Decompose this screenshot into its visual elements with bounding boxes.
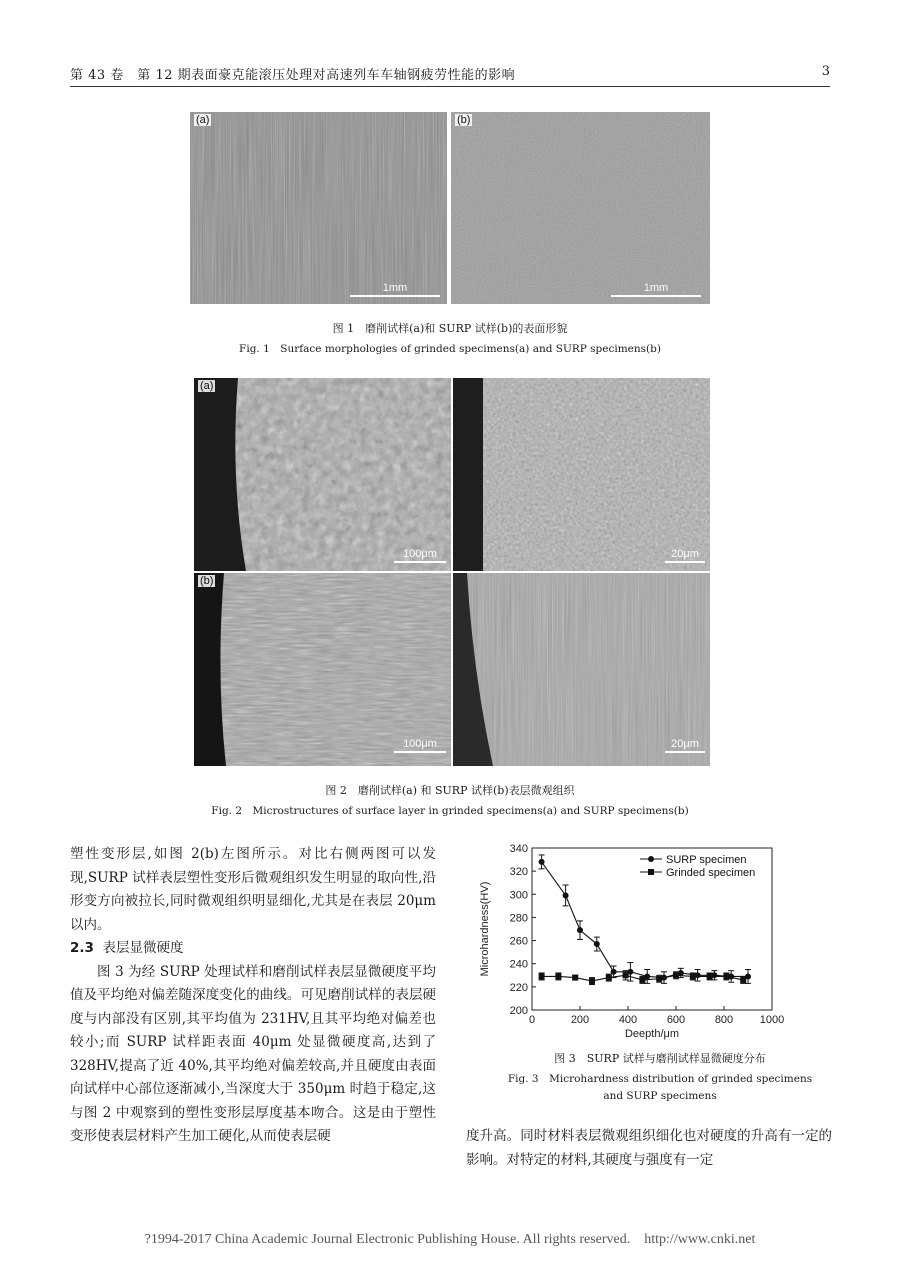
legend-marker: [648, 869, 654, 875]
legend-marker: [648, 856, 654, 862]
data-point: [690, 973, 696, 979]
fig1-scalebar-a: [350, 282, 440, 297]
fig2-photo-a-right: [453, 378, 710, 571]
fig1-photo-a: [190, 112, 447, 304]
fig1-texture-a: [190, 112, 447, 304]
fig2-texture-a-right: [453, 378, 710, 571]
section-heading: [70, 937, 436, 961]
fig1-panel-b-label: (b): [457, 114, 471, 126]
data-point: [707, 973, 713, 979]
section-title: 表层显微硬度: [102, 940, 184, 956]
data-point: [740, 977, 746, 983]
x-tick-label: 800: [714, 1014, 734, 1026]
legend-label: SURP specimen: [666, 854, 747, 866]
body-right-column: [466, 1125, 832, 1172]
fig2-scale-b-right-text: 20μm: [671, 738, 699, 750]
fig2-scalebar-b-right: [665, 738, 705, 753]
data-point: [539, 859, 545, 865]
x-tick-label: 200: [570, 1014, 590, 1026]
y-tick-label: 280: [509, 912, 528, 925]
y-tick-label: 300: [509, 889, 528, 902]
x-tick-label: 400: [618, 1014, 638, 1026]
data-point: [606, 975, 612, 981]
paragraph-2: 图 3 为经 SURP 处理试样和磨削试样表层显微硬度平均值及平均绝对偏差随深度变化的曲线。可见磨削试样的表层硬度与内部没有区别,其平均值为 231HV,且其平均绝对偏差也较小;而 SURP 试样距表面 40μm 处显微硬度高,达到了 328HV,提高了近 40%,其平均绝对偏差较高,并且硬度由表面向试样中心部位逐渐减小,当深度大于 350μm 时趋于稳定,这与图 2 中观察到的塑性变形层厚度基本吻合。这是由于塑性变形使表层材料产生加工硬化,从而使表层硬: [70, 963, 436, 1144]
fig1-panel-a-label: (a): [196, 114, 210, 126]
x-axis-label: Deepth/μm: [624, 1028, 680, 1040]
journal-info: 第 43 卷 第 12 期表面豪克能滚压处理对高速列车车轴钢疲劳性能的影响: [70, 68, 516, 83]
fig2-scale-a-left-line: [394, 561, 446, 563]
x-tick-label: 600: [666, 1014, 686, 1026]
x-tick-label: 1000: [759, 1014, 785, 1026]
fig2-panel-b-label: (b): [200, 575, 214, 587]
data-point: [555, 973, 561, 979]
fig1-scale-b-line: [611, 295, 701, 297]
fig3-caption-en-2: and SURP specimens: [603, 1090, 717, 1102]
y-axis-label: Microhardness(HV): [479, 881, 491, 977]
data-point: [594, 941, 600, 947]
fig2-scale-b-right-line: [665, 751, 705, 753]
y-tick-label: 240: [509, 958, 528, 971]
fig2-scale-b-left-line: [394, 751, 446, 753]
legend-label: Grinded specimen: [666, 867, 756, 879]
running-header: [70, 64, 830, 87]
y-tick-label: 200: [509, 1005, 528, 1017]
y-tick-label: 260: [509, 935, 528, 948]
fig1-photo-b: [451, 112, 710, 304]
fig2-photo-b-left: [194, 573, 451, 766]
paragraph-right: 度升高。同时材料表层微观组织细化也对硬度的升高有一定的影响。对特定的材料,其硬度与强度有一定: [466, 1128, 832, 1168]
fig2-texture-a-left: [194, 378, 451, 571]
data-point: [673, 972, 679, 978]
data-point: [723, 973, 729, 979]
fig2-photo-b-right: [453, 573, 710, 766]
y-tick-label: 220: [509, 981, 528, 994]
copyright-footer: ?1994-2017 China Academic Journal Electronic Publishing House. All rights reserved. http://www.cnki.net: [144, 1232, 756, 1247]
fig3-chart: [474, 838, 794, 1046]
body-left-column: [70, 843, 436, 1149]
fig3-caption-en-1: Fig. 3 Microhardness distribution of grinded specimens: [507, 1073, 813, 1085]
fig2-caption-cn: 图 2 磨削试样(a) 和 SURP 试样(b)表层微观组织: [325, 784, 575, 797]
fig1-scalebar-b: [611, 282, 701, 297]
fig2-photo-a-left: [194, 378, 451, 571]
fig2-scale-a-right-line: [665, 561, 705, 563]
y-tick-label: 320: [509, 866, 528, 879]
data-point: [563, 892, 569, 898]
data-point: [589, 978, 595, 984]
fig2-panel-a-label: (a): [200, 380, 214, 392]
fig2-scalebar-b-left: [394, 738, 446, 753]
section-number: 2.3: [70, 940, 94, 956]
fig2-scale-a-left-text: 100μm: [403, 548, 437, 560]
paragraph-1: 塑性变形层,如图 2(b)左图所示。对比右侧两图可以发现,SURP 试样表层塑性变形后微观组织发生明显的取向性,沿形变方向被拉长,同时微观组织明显细化,尤其是在表层 20μm 以内。: [70, 846, 436, 933]
data-point: [572, 975, 578, 981]
fig1-scale-a-text: 1mm: [382, 282, 408, 294]
microhardness-chart: [474, 838, 794, 1046]
fig1-caption-cn: 图 1 磨削试样(a)和 SURP 试样(b)的表面形貌: [332, 322, 568, 335]
fig2-scale-b-left-text: 100μm: [403, 738, 437, 750]
fig1-texture-b: [451, 112, 710, 304]
fig1-scale-a-line: [350, 295, 440, 297]
y-tick-label: 340: [509, 843, 528, 855]
fig1-caption-en: Fig. 1 Surface morphologies of grinded specimens(a) and SURP specimens(b): [239, 343, 661, 355]
data-point: [656, 976, 662, 982]
fig1-scale-b-text: 1mm: [643, 282, 669, 294]
data-point: [577, 927, 583, 933]
data-point: [623, 972, 629, 978]
data-point: [539, 973, 545, 979]
fig2-scalebar-a-left: [394, 548, 446, 563]
fig2-caption-en: Fig. 2 Microstructures of surface layer in grinded specimens(a) and SURP specimens(b): [211, 805, 689, 817]
page-number: 3: [821, 64, 830, 79]
fig3-caption-cn: 图 3 SURP 试样与磨削试样显微硬度分布: [554, 1052, 766, 1065]
x-tick-label: 0: [528, 1014, 536, 1026]
fig2-scale-a-right-text: 20μm: [671, 548, 699, 560]
series-line: [542, 862, 748, 978]
fig2-scalebar-a-right: [665, 548, 705, 563]
data-point: [639, 977, 645, 983]
